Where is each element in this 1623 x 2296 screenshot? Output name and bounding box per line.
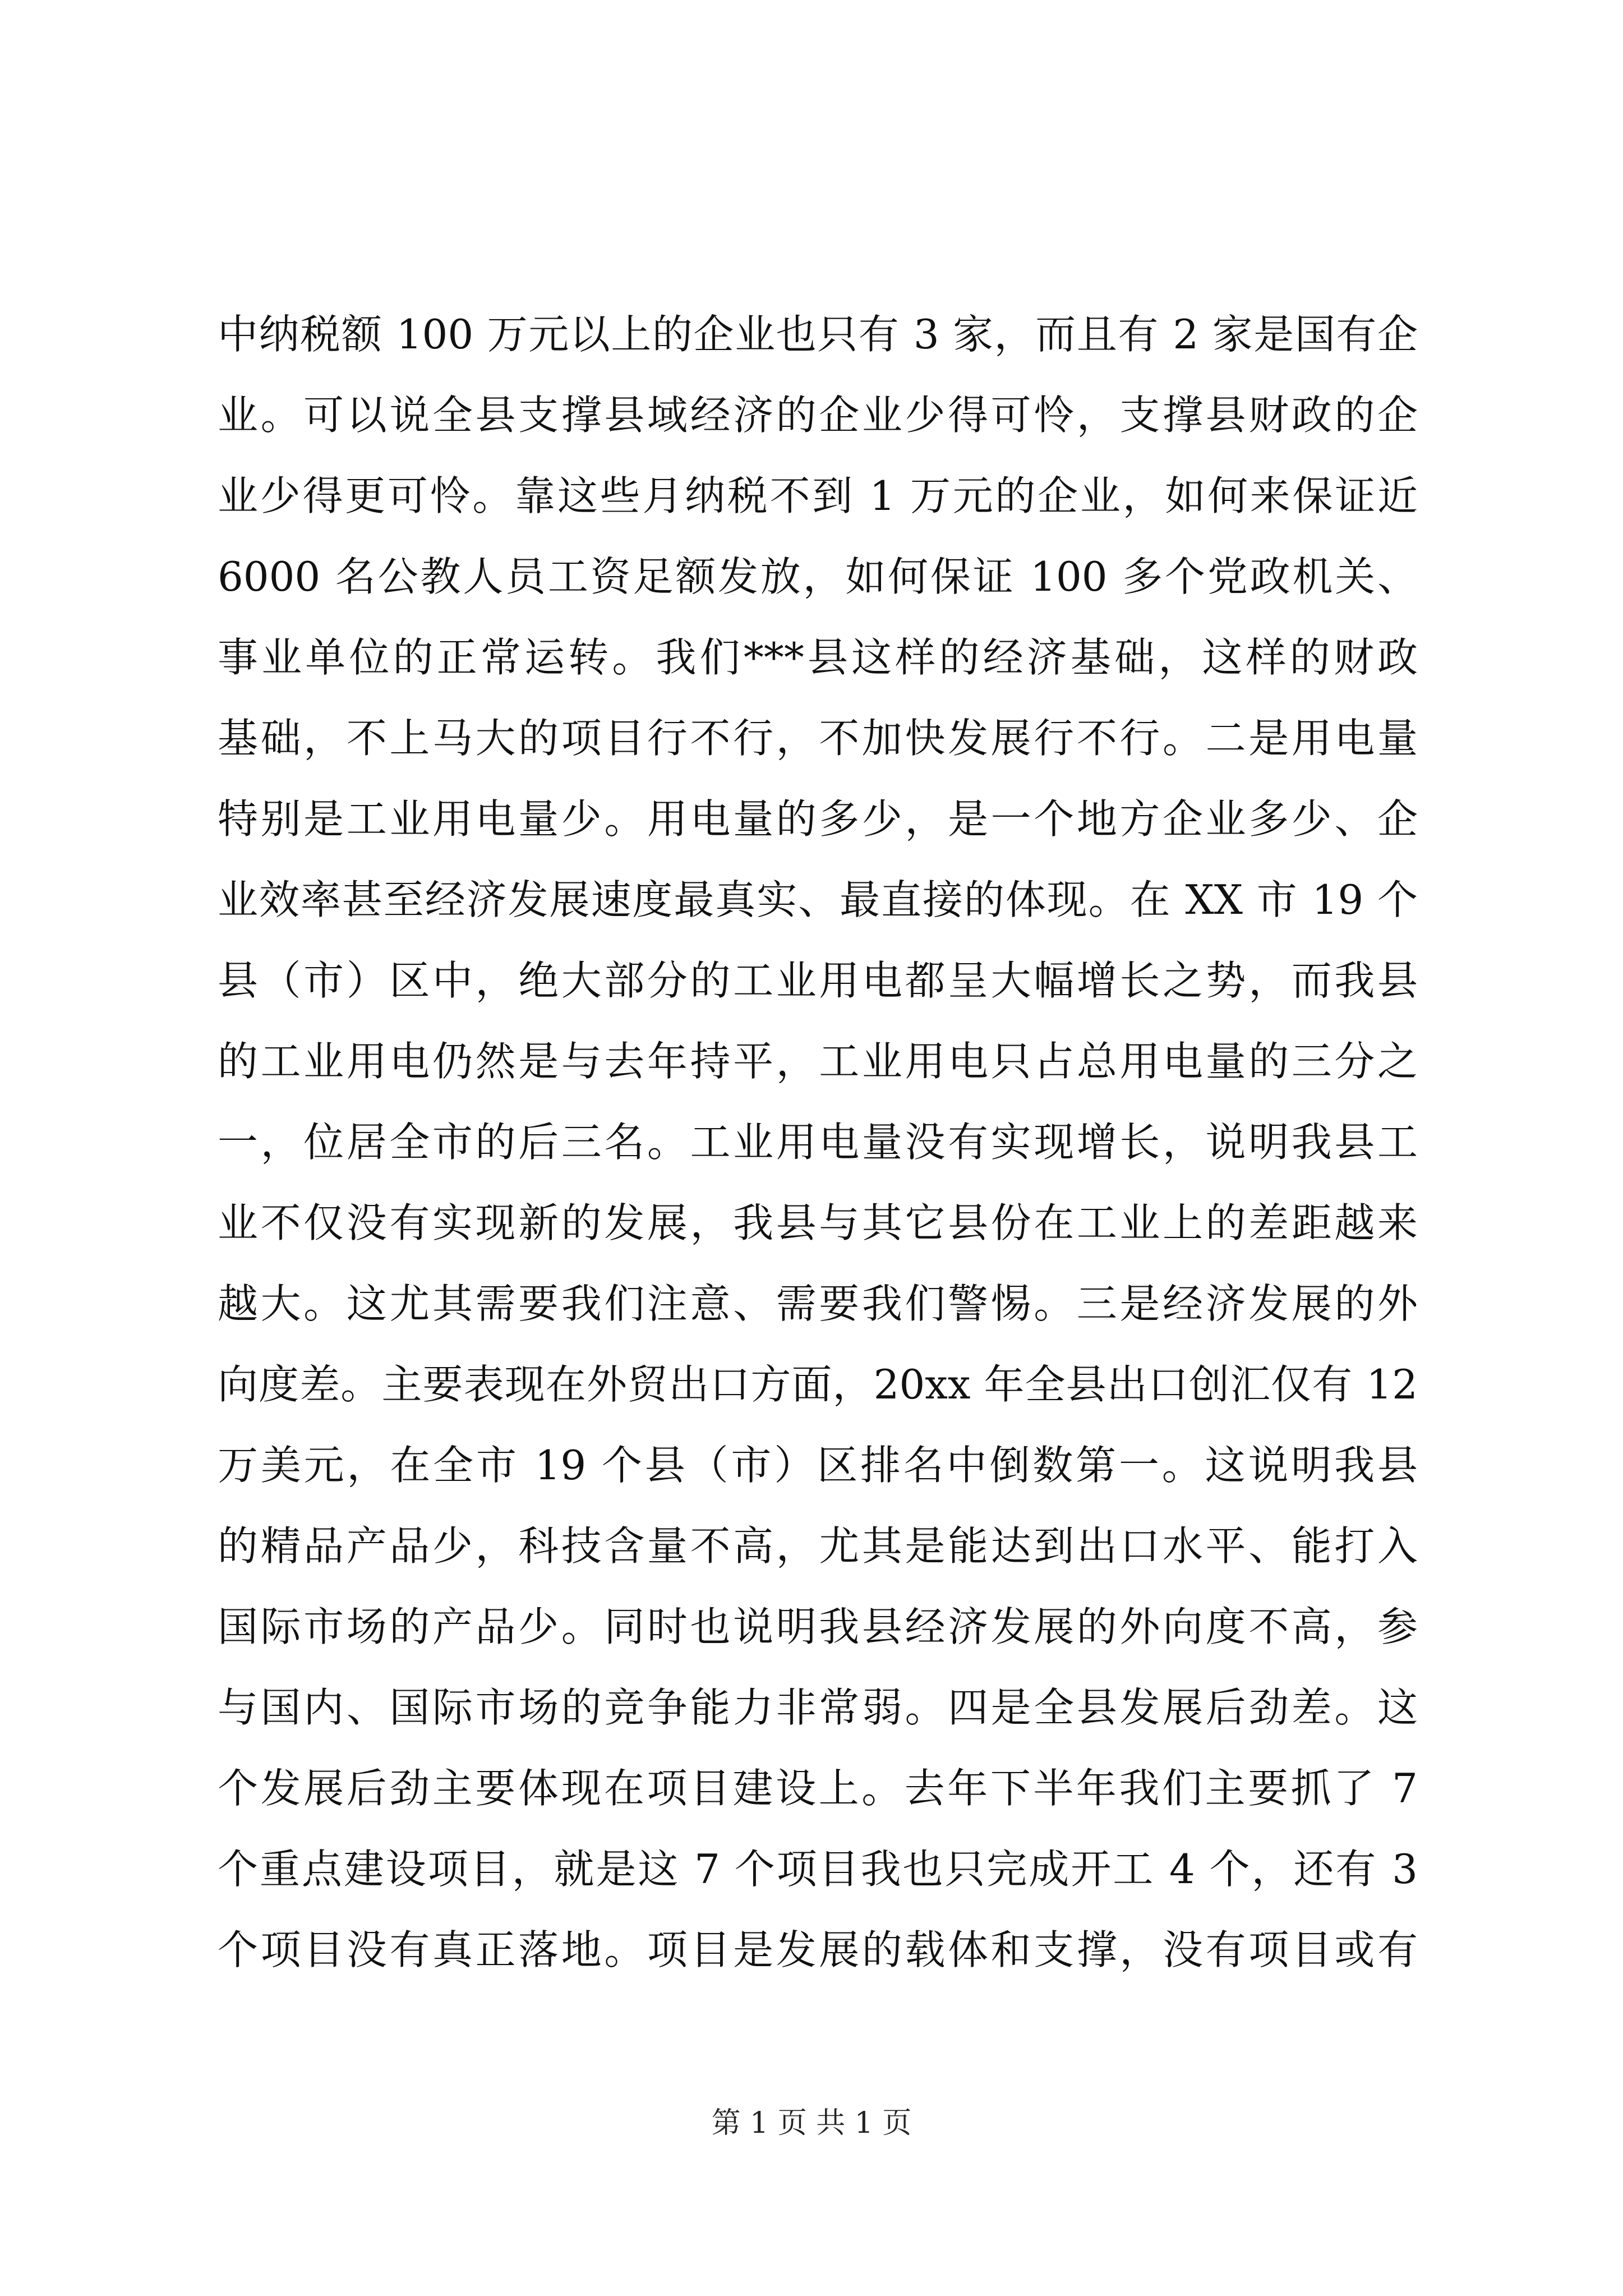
text-line: 业效率甚至经济发展速度最真实、最直接的体现。在 XX 市 19 个 <box>218 876 1418 923</box>
page-number-label: 第 1 页 共 1 页 <box>711 2106 912 2140</box>
text-line: 个项目没有真正落地。项目是发展的载体和支撑，没有项目或有 <box>218 1926 1418 1973</box>
text-line: 一，位居全市的后三名。工业用电量没有实现增长，说明我县工 <box>218 1119 1418 1166</box>
text-line: 业。可以说全县支撑县域经济的企业少得可怜，支撑县财政的企 <box>218 392 1418 439</box>
text-line: 向度差。主要表现在外贸出口方面，20xx 年全县出口创汇仅有 12 <box>218 1361 1418 1408</box>
text-line: 基础，不上马大的项目行不行，不加快发展行不行。二是用电量 <box>218 715 1418 762</box>
text-line: 的工业用电仍然是与去年持平，工业用电只占总用电量的三分之 <box>218 1038 1418 1085</box>
text-line: 万美元，在全市 19 个县（市）区排名中倒数第一。这说明我县 <box>218 1442 1418 1489</box>
text-line: 业少得更可怜。靠这些月纳税不到 1 万元的企业，如何来保证近 <box>218 472 1418 519</box>
text-line: 的精品产品少，科技含量不高，尤其是能达到出口水平、能打入 <box>218 1522 1418 1570</box>
text-line: 个发展后劲主要体现在项目建设上。去年下半年我们主要抓了 7 <box>218 1765 1418 1812</box>
text-line: 越大。这尤其需要我们注意、需要我们警惕。三是经济发展的外 <box>218 1280 1418 1327</box>
text-line: 中纳税额 100 万元以上的企业也只有 3 家，而且有 2 家是国有企 <box>218 311 1418 358</box>
text-line: 6000 名公教人员工资足额发放，如何保证 100 多个党政机关、 <box>218 553 1418 600</box>
text-line: 特别是工业用电量少。用电量的多少，是一个地方企业多少、企 <box>218 795 1418 843</box>
text-line: 与国内、国际市场的竞争能力非常弱。四是全县发展后劲差。这 <box>218 1684 1418 1731</box>
page-footer <box>0 2104 1623 2143</box>
text-line: 国际市场的产品少。同时也说明我县经济发展的外向度不高，参 <box>218 1603 1418 1650</box>
text-line: 个重点建设项目，就是这 7 个项目我也只完成开工 4 个，还有 3 <box>218 1846 1418 1893</box>
text-line: 事业单位的正常运转。我们***县这样的经济基础，这样的财政 <box>218 634 1418 681</box>
text-line: 业不仅没有实现新的发展，我县与其它县份在工业上的差距越来 <box>218 1199 1418 1246</box>
body-text <box>218 294 1418 1990</box>
text-line: 县（市）区中，绝大部分的工业用电都呈大幅增长之势，而我县 <box>218 957 1418 1004</box>
